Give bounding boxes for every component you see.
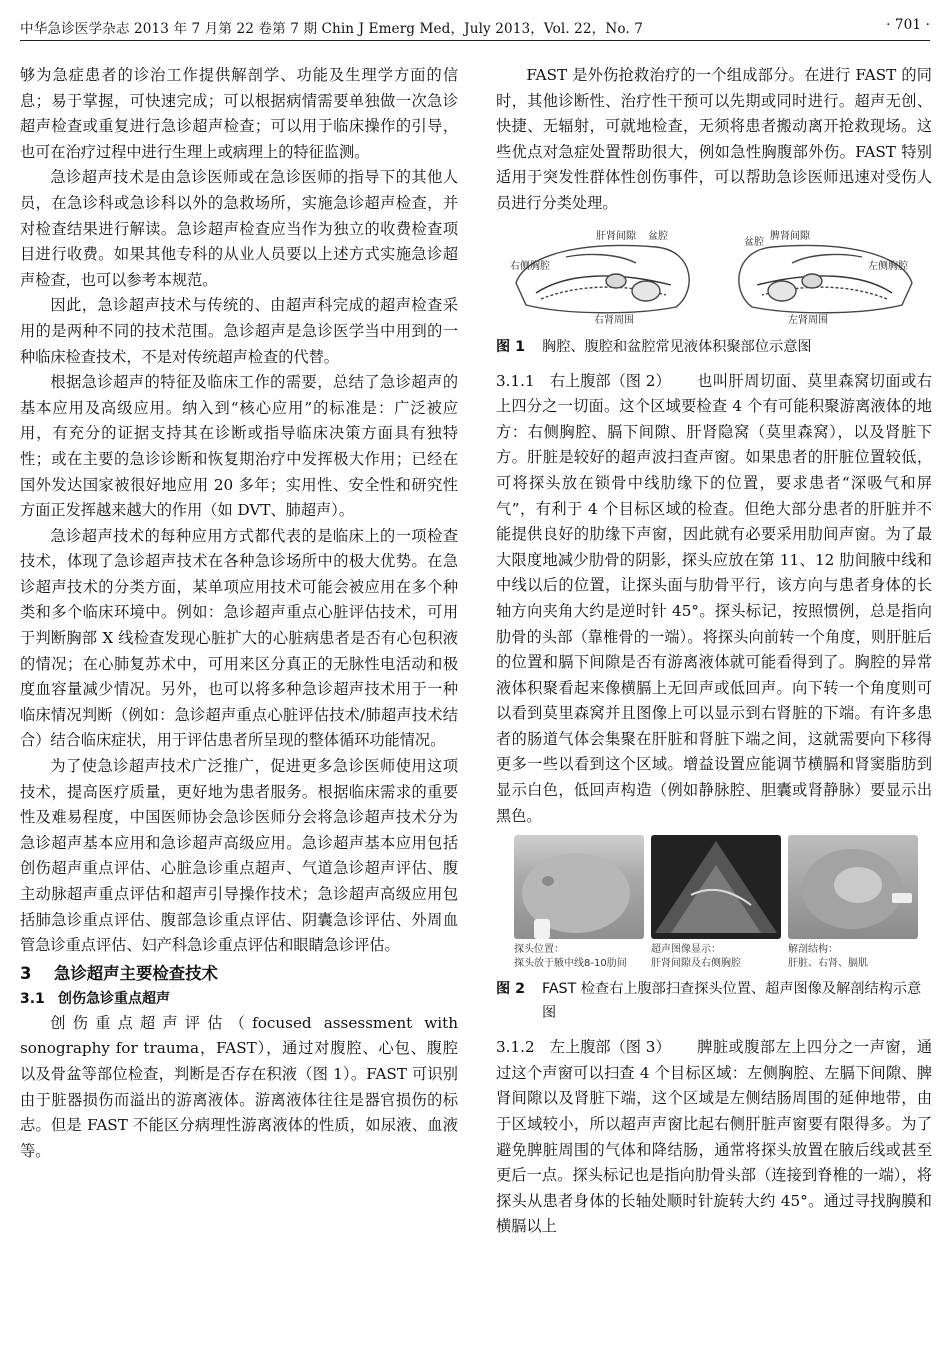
page-number: · 701 · <box>886 17 930 33</box>
panel-1-title: 探头位置： <box>514 944 564 956</box>
figure-number: 图 1 <box>496 338 525 355</box>
header-rule <box>20 40 930 41</box>
figure-1-caption <box>496 335 932 359</box>
right-torso-drawing <box>739 245 912 312</box>
paragraph: FAST 是外伤抢救治疗的一个组成部分。在进行 FAST 的同时，其他诊断性、治疗性干预可以先期或同时进行。超声无创、快捷、无辐射，可就地检查，无须将患者搬动离开抢救现场。这些优点对急症处置帮助很大，例如急性胸腹部外伤。FAST 特别适用于突发性群体性创伤事件，可以帮助急诊医师迅速对受伤人员进行分类处理。 <box>496 66 932 212</box>
section-title: 急诊超声主要检查技术 <box>54 963 218 983</box>
label-pelvis-right: 盆腔 <box>744 236 764 248</box>
section-number: 3 <box>20 963 32 983</box>
panel-2-text: 肝肾间隙及右侧胸腔 <box>651 958 741 970</box>
fluid-locations-illustration <box>496 223 932 327</box>
paragraph <box>496 1035 932 1240</box>
label-left-perirenal: 左肾周围 <box>788 314 828 326</box>
panel-2-label <box>651 943 741 971</box>
journal-citation: 中华急诊医学杂志 2013 年 7 月第 22 卷第 7 期 Chin J Emerg Med，July 2013，Vol. 22，No. 7 <box>20 21 643 37</box>
subsection-heading: 3.1.2 左上腹部（图 3） <box>496 1038 671 1057</box>
caption-text: FAST 检查右上腹部扫查探头位置、超声图像及解剖结构示意图 <box>542 981 922 1022</box>
label-left-pleural: 左侧胸腔 <box>868 260 908 272</box>
subsection-heading <box>20 987 458 1011</box>
label-pelvis-left: 盆腔 <box>648 230 668 242</box>
torso-photo-icon <box>514 835 644 939</box>
label-splenorenal: 脾肾间隙 <box>770 230 810 242</box>
left-torso-drawing <box>516 245 689 312</box>
ultrasound-scan-icon <box>651 835 781 939</box>
figure-1-diagram <box>496 223 932 327</box>
subsection-text: 也叫肝周切面、莫里森窝切面或右上四分之一切面。这个区域要检查 4 个有可能积聚游离液体的地方：右侧胸腔、膈下间隙、肝肾隐窝（莫里森窝），以及肾脏下方。肝脏是较好的超声波扫查声窗。如果患者的肝脏位置较低，可将探头放在锁骨中线肋缘下的位置，要求患者“深吸气和屏气”，有利于 4 个目标区域的检查。但绝大部分患者的肝脏并不能提供良好的肋缘下声窗，因此就有必要采用肋间声窗。为了最大限度地减少肋骨的阴影，探头应放在第 11、12 肋间腋中线和中线以后的位置，让探头面与肋骨平行，该方向与患者身体的长轴方向夹角大约是逆时针 45°。探头标记，按照惯例，总是指向肋骨的头部（靠椎骨的一端）。将探头向前转一个角度，则肝脏后的位置和膈下间隙是否有游离液体就可能看得到了。胸腔的异常液体积聚看起来像横膈上无回声或低回声。向下转一个角度则可以看到莫里森窝并且图像上可以显示到右肾脏的下端。有许多患者的肠道气体会集聚在肝脏和肾脏下端之间，这就需要向下移得更多一些以看到这个区域。增益设置应能调节横膈和肾窦脂肪到显示白色，低回声构造（例如静脉腔、胆囊或肾静脉）要显示出黑色。 <box>496 371 932 825</box>
panel-1-text: 探头放于腋中线8-10肋间 <box>514 958 627 970</box>
panel-3-label <box>788 943 868 971</box>
subsection-heading: 3.1.1 右上腹部（图 2） <box>496 371 671 390</box>
paragraph <box>496 369 932 830</box>
label-right-pleural: 右侧胸腔 <box>510 260 550 272</box>
probe-position-photo <box>514 835 644 939</box>
subsection-text: 脾脏或腹部左上四分之一声窗，通过这个声窗可以扫查 4 个目标区域：左侧胸腔、左膈下间隙、脾肾间隙以及肾脏下端，这个区域是左侧结肠周围的延伸地带，由于区域较小，所以超声声窗比起右侧肝脏声窗要有限得多。为了避免脾脏周围的气体和降结肠，通常将探头放置在腋后线或甚至更后一点。探头标记也是指向肋骨头部（连接到脊椎的一端），将探头从患者身体的长轴处顺时针旋转大约 45°。通过寻找胸膜和横膈以上 <box>496 1038 932 1236</box>
paragraph: 急诊超声技术是由急诊医师或在急诊医师的指导下的其他人员，在急诊科或急诊科以外的急救场所，实施急诊超声检查，并对检查结果进行解读。急诊超声检查应当作为独立的收费检查项目进行收费。如果其他专科的从业人员要以上述方式实施急诊超声检查，也可以参考本规范。 <box>20 168 458 289</box>
panel-1-label <box>514 943 627 971</box>
paragraph: 够为急症患者的诊治工作提供解剖学、功能及生理学方面的信息；易于掌握，可快速完成；可以根据病情需要单独做一次急诊超声检查或重复进行急诊超声检查；可以用于临床操作的引导，也可在治疗过程中进行生理上或病理上的特征监测。 <box>20 66 458 161</box>
label-right-perirenal: 右肾周围 <box>594 314 634 326</box>
left-column <box>20 63 458 1164</box>
anatomy-photo <box>788 835 918 939</box>
ultrasound-image <box>651 835 781 939</box>
paragraph: 急诊超声技术的每种应用方式都代表的是临床上的一项检查技术，体现了急诊超声技术在各种急诊场所中的极大优势。在急诊超声技术的分类方面，某单项应用技术可能会被应用在多个种类和多个临床环境中。例如：急诊超声重点心脏评估技术，可用于判断胸部 X 线检查发现心脏扩大的心脏病患者是否有心包积液的情况；在心肺复苏术中，可用来区分真正的无脉性电活动和极度血容量减少情况。另外，也可以将多种急诊超声技术用于一种临床情况判断（例如：急诊超声重点心脏评估技术/肺超声技术结合）结合临床症状，用于评估患者所呈现的整体循环功能情况。 <box>20 526 458 750</box>
section-heading <box>20 961 458 987</box>
panel-3-text: 肝脏、右肾、膈肌 <box>788 958 868 970</box>
figure-number: 图 2 <box>496 981 525 998</box>
panel-2-title: 超声图像显示： <box>651 944 721 956</box>
caption-text: 胸腔、腹腔和盆腔常见液体积聚部位示意图 <box>542 338 812 355</box>
paragraph: 根据急诊超声的特征及临床工作的需要，总结了急诊超声的基本应用及高级应用。纳入到“核心应用”的标准是：广泛被应用，有充分的证据支持其在诊断或指导临床决策方面具有独特性；或在主要的急诊诊断和恢复期治疗中发挥极大作用；已经在国外发达国家被很好地应用 20 多年；实用性、安全性和研究性方面正发挥越来越大的作用（如 DVT、肺超声）。 <box>20 373 458 520</box>
label-hepatorenal: 肝肾间隙 <box>596 230 636 242</box>
subsection-number: 3.1 <box>20 990 45 1007</box>
subsection-title: 创伤急诊重点超声 <box>58 990 170 1007</box>
running-header <box>20 14 930 36</box>
figure-2-panels <box>496 835 932 970</box>
right-column <box>496 63 932 1240</box>
panel-3-title: 解剖结构： <box>788 944 838 956</box>
figure-2-caption <box>496 977 932 1025</box>
paragraph: 创伤重点超声评估（focused assessment with sonography for trauma，FAST），通过对腹腔、心包、腹腔以及骨盆等部位检查，判断是否存在积液（图 1）。FAST 可识别由于脏器损伤而溢出的游离液体。游离液体往往是器官损伤的标志。但是 FAST 不能区分病理性游离液体的性质，如尿液、血液等。 <box>20 1013 458 1160</box>
anatomy-structure-icon <box>788 835 918 939</box>
paragraph: 因此，急诊超声技术与传统的、由超声科完成的超声检查采用的是两种不同的技术范围。急诊超声是急诊医学当中用到的一种临床检查技术，不是对传统超声检查的代替。 <box>20 296 458 366</box>
paragraph: 为了使急诊超声技术广泛推广，促进更多急诊医师使用这项技术，提高医疗质量，更好地为患者服务。根据临床需求的重要性及难易程度，中国医师协会急诊医师分会将急诊超声技术分为急诊超声基本应用和急诊超声高级应用。急诊超声基本应用包括创伤超声重点评估、心脏急诊重点超声、气道急诊超声评估、腹主动脉超声重点评估和超声引导操作技术；急诊超声高级应用包括肺急诊重点评估、腹部急诊重点评估、阴囊急诊评估、外周血管急诊重点评估、妇产科急诊重点评估和眼睛急诊评估。 <box>20 757 458 955</box>
